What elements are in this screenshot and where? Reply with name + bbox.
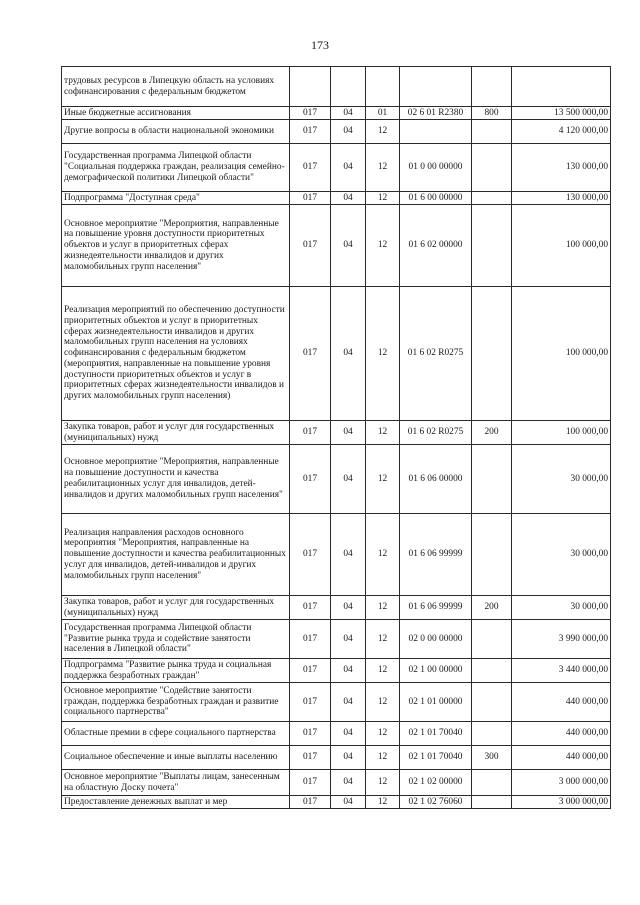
row-subsection-code-cell: 12: [366, 770, 400, 796]
row-subsection-code-cell: 12: [366, 746, 400, 770]
row-amount-cell: 130 000,00: [512, 192, 611, 205]
table-row: [62, 445, 611, 514]
row-amount-cell: 130 000,00: [512, 144, 611, 192]
table-row: [62, 205, 611, 287]
row-amount-cell: 4 120 000,00: [512, 120, 611, 144]
row-expense-type-cell: [472, 120, 512, 144]
row-target-article-cell: 02 6 01 R2380: [400, 107, 472, 120]
row-ministry-code-cell: 017: [290, 683, 331, 722]
row-target-article-cell: 01 6 06 99999: [400, 514, 472, 596]
table-row: [62, 746, 611, 770]
row-name-cell: Социальное обеспечение и иные выплаты населению: [62, 746, 290, 770]
row-target-article-cell: [400, 120, 472, 144]
budget-table: [61, 66, 611, 809]
table-row: [62, 287, 611, 421]
row-ministry-code-cell: 017: [290, 445, 331, 514]
table-row: [62, 722, 611, 746]
row-amount-cell: [512, 67, 611, 107]
table-row: [62, 514, 611, 596]
row-name-cell: Закупка товаров, работ и услуг для государственных (муниципальных) нужд: [62, 421, 290, 445]
row-amount-cell: 13 500 000,00: [512, 107, 611, 120]
table-row: [62, 683, 611, 722]
row-ministry-code-cell: [290, 67, 331, 107]
row-target-article-cell: 02 1 01 70040: [400, 746, 472, 770]
row-section-code-cell: 04: [331, 287, 366, 421]
row-amount-cell: 440 000,00: [512, 722, 611, 746]
row-subsection-code-cell: 12: [366, 205, 400, 287]
table-row: [62, 421, 611, 445]
row-name-cell: Основное мероприятие "Мероприятия, направленные на повышение доступности и качества реабилитационных услуг для инвалидов, детей-инвалидов и других маломобильных групп населения": [62, 445, 290, 514]
row-target-article-cell: 01 6 06 99999: [400, 596, 472, 620]
row-section-code-cell: 04: [331, 770, 366, 796]
row-target-article-cell: 01 6 02 R0275: [400, 287, 472, 421]
table-row: [62, 192, 611, 205]
row-expense-type-cell: 800: [472, 107, 512, 120]
table-row: [62, 596, 611, 620]
row-section-code-cell: 04: [331, 796, 366, 809]
row-name-cell: Основное мероприятие "Выплаты лицам, занесенным на областную Доску почета": [62, 770, 290, 796]
row-amount-cell: 30 000,00: [512, 514, 611, 596]
row-target-article-cell: 02 1 02 76060: [400, 796, 472, 809]
row-target-article-cell: 01 6 02 00000: [400, 205, 472, 287]
row-expense-type-cell: [472, 192, 512, 205]
table-row: [62, 67, 611, 107]
row-amount-cell: 3 440 000,00: [512, 659, 611, 683]
row-expense-type-cell: 200: [472, 596, 512, 620]
row-name-cell: Государственная программа Липецкой области "Развитие рынка труда и содействие занятости населения в Липецкой области": [62, 620, 290, 659]
row-expense-type-cell: [472, 144, 512, 192]
row-target-article-cell: 02 1 00 00000: [400, 659, 472, 683]
row-target-article-cell: 02 1 01 00000: [400, 683, 472, 722]
row-section-code-cell: 04: [331, 746, 366, 770]
row-amount-cell: 440 000,00: [512, 683, 611, 722]
row-target-article-cell: 01 0 00 00000: [400, 144, 472, 192]
table-row: [62, 770, 611, 796]
row-amount-cell: 30 000,00: [512, 445, 611, 514]
row-name-cell: Основное мероприятие "Мероприятия, направленные на повышение уровня доступности приоритетных объектов и услуг в приоритетных сферах жизнедеятельности инвалидов и других маломобильных групп населения": [62, 205, 290, 287]
row-subsection-code-cell: [366, 67, 400, 107]
row-subsection-code-cell: 12: [366, 421, 400, 445]
row-ministry-code-cell: 017: [290, 192, 331, 205]
row-amount-cell: 100 000,00: [512, 205, 611, 287]
row-amount-cell: 100 000,00: [512, 421, 611, 445]
row-section-code-cell: 04: [331, 596, 366, 620]
table-row: [62, 144, 611, 192]
row-ministry-code-cell: 017: [290, 596, 331, 620]
row-name-cell: Основное мероприятие "Содействие занятости граждан, поддержка безработных граждан и развитие социального партнерства": [62, 683, 290, 722]
row-expense-type-cell: [472, 683, 512, 722]
row-subsection-code-cell: 12: [366, 514, 400, 596]
row-section-code-cell: 04: [331, 514, 366, 596]
table-row: [62, 659, 611, 683]
row-target-article-cell: 02 0 00 00000: [400, 620, 472, 659]
page-number: 173: [311, 38, 329, 52]
row-name-cell: Подпрограмма "Доступная среда": [62, 192, 290, 205]
row-expense-type-cell: [472, 205, 512, 287]
row-subsection-code-cell: 12: [366, 445, 400, 514]
row-name-cell: Подпрограмма "Развитие рынка труда и социальная поддержка безработных граждан": [62, 659, 290, 683]
table-row: [62, 796, 611, 809]
row-ministry-code-cell: 017: [290, 770, 331, 796]
row-section-code-cell: 04: [331, 205, 366, 287]
row-ministry-code-cell: 017: [290, 421, 331, 445]
row-subsection-code-cell: 12: [366, 659, 400, 683]
row-section-code-cell: 04: [331, 120, 366, 144]
row-expense-type-cell: [472, 796, 512, 809]
row-ministry-code-cell: 017: [290, 107, 331, 120]
row-expense-type-cell: 200: [472, 421, 512, 445]
budget-table-body: [62, 67, 611, 809]
row-ministry-code-cell: 017: [290, 659, 331, 683]
row-ministry-code-cell: 017: [290, 144, 331, 192]
row-expense-type-cell: [472, 722, 512, 746]
table-row: [62, 120, 611, 144]
row-expense-type-cell: [472, 620, 512, 659]
row-subsection-code-cell: 12: [366, 596, 400, 620]
row-name-cell: Областные премии в сфере социального партнерства: [62, 722, 290, 746]
row-name-cell: Другие вопросы в области национальной экономики: [62, 120, 290, 144]
row-ministry-code-cell: 017: [290, 620, 331, 659]
row-amount-cell: 100 000,00: [512, 287, 611, 421]
row-expense-type-cell: [472, 67, 512, 107]
row-target-article-cell: 01 6 02 R0275: [400, 421, 472, 445]
row-subsection-code-cell: 12: [366, 192, 400, 205]
row-ministry-code-cell: 017: [290, 287, 331, 421]
row-section-code-cell: [331, 67, 366, 107]
row-section-code-cell: 04: [331, 192, 366, 205]
row-amount-cell: 440 000,00: [512, 746, 611, 770]
row-target-article-cell: 01 6 00 00000: [400, 192, 472, 205]
row-name-cell: Реализация мероприятий по обеспечению доступности приоритетных объектов и услуг в приоритетных сферах жизнедеятельности инвалидов и других маломобильных групп населения на условиях софинансирования с федеральным бюджетом (мероприятия, направленные на повышение уровня доступности приоритетных объектов и услуг в приоритетных сферах жизнедеятельности инвалидов и других маломобильных групп населения): [62, 287, 290, 421]
row-subsection-code-cell: 12: [366, 620, 400, 659]
row-name-cell: Государственная программа Липецкой области "Социальная поддержка граждан, реализация семейно-демографической политики Липецкой области": [62, 144, 290, 192]
row-section-code-cell: 04: [331, 722, 366, 746]
row-ministry-code-cell: 017: [290, 796, 331, 809]
row-amount-cell: 3 990 000,00: [512, 620, 611, 659]
row-section-code-cell: 04: [331, 421, 366, 445]
row-subsection-code-cell: 12: [366, 287, 400, 421]
row-subsection-code-cell: 12: [366, 144, 400, 192]
row-amount-cell: 3 000 000,00: [512, 770, 611, 796]
row-name-cell: Закупка товаров, работ и услуг для государственных (муниципальных) нужд: [62, 596, 290, 620]
table-row: [62, 620, 611, 659]
row-name-cell: трудовых ресурсов в Липецкую область на условиях софинансирования с федеральным бюджетом: [62, 67, 290, 107]
row-expense-type-cell: [472, 514, 512, 596]
table-row: [62, 107, 611, 120]
row-section-code-cell: 04: [331, 683, 366, 722]
row-subsection-code-cell: 12: [366, 722, 400, 746]
row-subsection-code-cell: 12: [366, 120, 400, 144]
row-expense-type-cell: [472, 770, 512, 796]
row-target-article-cell: [400, 67, 472, 107]
row-name-cell: Реализация направления расходов основного мероприятия "Мероприятия, направленные на повышение доступности и качества реабилитационных услуг для инвалидов, детей-инвалидов и других маломобильных групп населения": [62, 514, 290, 596]
row-subsection-code-cell: 12: [366, 683, 400, 722]
row-name-cell: Иные бюджетные ассигнования: [62, 107, 290, 120]
row-expense-type-cell: [472, 659, 512, 683]
row-ministry-code-cell: 017: [290, 205, 331, 287]
row-ministry-code-cell: 017: [290, 120, 331, 144]
row-ministry-code-cell: 017: [290, 746, 331, 770]
row-section-code-cell: 04: [331, 659, 366, 683]
row-section-code-cell: 04: [331, 107, 366, 120]
row-section-code-cell: 04: [331, 620, 366, 659]
row-ministry-code-cell: 017: [290, 722, 331, 746]
row-amount-cell: 3 000 000,00: [512, 796, 611, 809]
row-target-article-cell: 02 1 01 70040: [400, 722, 472, 746]
row-subsection-code-cell: 12: [366, 796, 400, 809]
row-ministry-code-cell: 017: [290, 514, 331, 596]
row-section-code-cell: 04: [331, 144, 366, 192]
row-amount-cell: 30 000,00: [512, 596, 611, 620]
row-target-article-cell: 02 1 02 00000: [400, 770, 472, 796]
row-expense-type-cell: [472, 445, 512, 514]
row-expense-type-cell: 300: [472, 746, 512, 770]
row-expense-type-cell: [472, 287, 512, 421]
row-target-article-cell: 01 6 06 00000: [400, 445, 472, 514]
row-name-cell: Предоставление денежных выплат и мер: [62, 796, 290, 809]
row-subsection-code-cell: 01: [366, 107, 400, 120]
row-section-code-cell: 04: [331, 445, 366, 514]
